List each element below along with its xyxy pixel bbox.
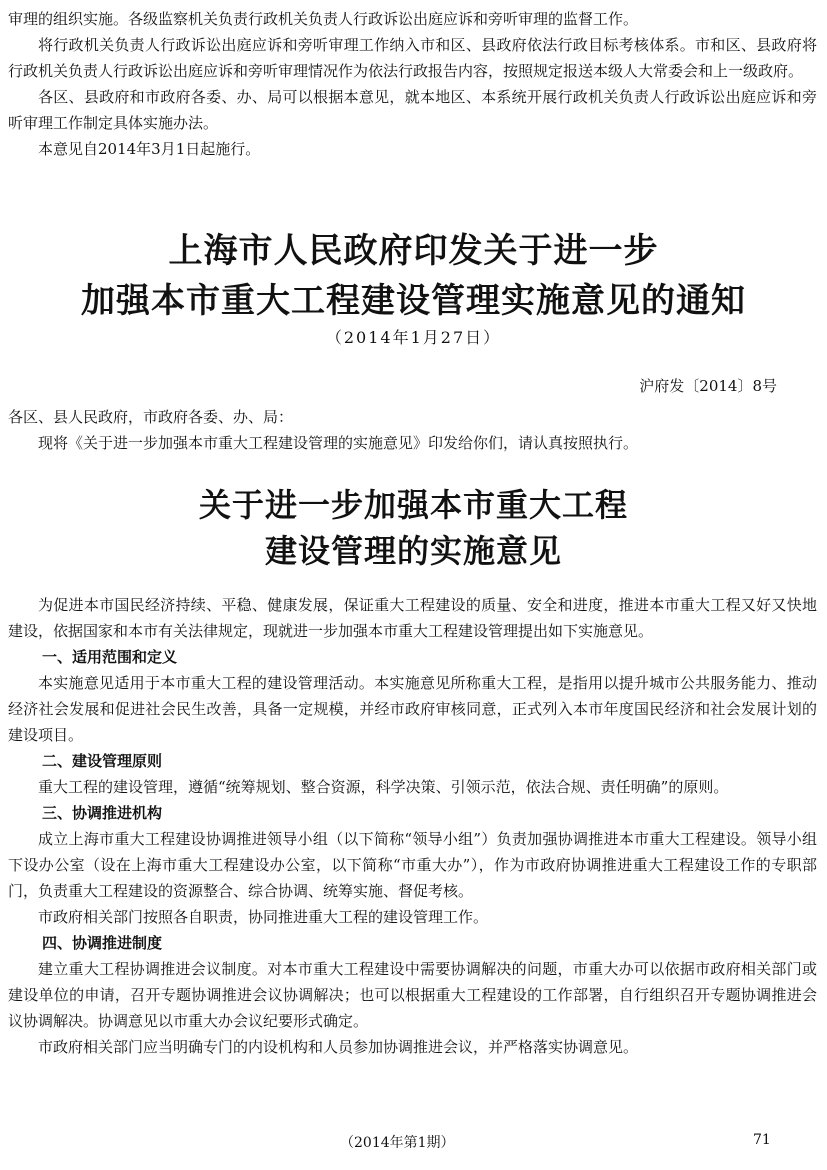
body-paragraph: 审理的组织实施。各级监察机关负责行政机关负责人行政诉讼出庭应诉和旁听审理的监督工作。 (8, 10, 639, 28)
opinion-header (0, 482, 827, 574)
intro-paragraph: 为促进本市国民经济持续、平稳、健康发展，保证重大工程建设的质量、安全和进度，推进本市重大工程又好又快地建设，依据国家和本市有关法律规定，现就进一步加强本市重大工程建设管理提出如下实施意见。 (8, 596, 817, 640)
notice-title-line-1: 上海市人民政府印发关于进一步 (168, 231, 659, 271)
notice-body (0, 404, 827, 456)
page-number: 71 (753, 1132, 771, 1148)
body-paragraph: 将行政机关负责人行政诉讼出庭应诉和旁听审理工作纳入市和区、县政府依法行政目标考核体系。市和区、县政府将行政机关负责人行政诉讼出庭应诉和旁听审理情况作为依法行政报告内容，按照规定报送本级人大常委会和上一级政府。 (8, 36, 817, 80)
document-number: 沪府发〔2014〕8号 (639, 377, 777, 395)
body-paragraph: 成立上海市重大工程建设协调推进领导小组（以下简称“领导小组”）负责加强协调推进本市重大工程建设。领导小组下设办公室（设在上海市重大工程建设办公室，以下简称“市重大办”），作为市政府协调推进重大工程建设工作的专职部门，负责重大工程建设的资源整合、综合协调、统筹实施、督促考核。 (8, 830, 817, 900)
section-heading: 三、协调推进机构 (42, 804, 163, 822)
opinion-title-line-2: 建设管理的实施意见 (264, 532, 562, 570)
section-heading: 四、协调推进制度 (42, 934, 163, 952)
opinion-body (0, 592, 827, 1060)
previous-document-tail (0, 6, 827, 162)
body-paragraph: 现将《关于进一步加强本市重大工程建设管理的实施意见》印发给你们，请认真按照执行。 (38, 434, 639, 452)
body-paragraph: 市政府相关部门应当明确专门的内设机构和人员参加协调推进会议，并严格落实协调意见。 (38, 1038, 639, 1056)
body-paragraph: 重大工程的建设管理，遵循“统筹规划、整合资源，科学决策、引领示范，依法合规、责任明确”的原则。 (38, 778, 729, 796)
page-footer (0, 1132, 827, 1154)
issue-label: （2014年第1期） (340, 1135, 455, 1151)
body-paragraph: 市政府相关部门按照各自职责，协同推进重大工程的建设管理工作。 (38, 908, 489, 926)
notice-title-line-2: 加强本市重大工程建设管理实施意见的通知 (81, 281, 746, 321)
body-paragraph: 本实施意见适用于本市重大工程的建设管理活动。本实施意见所称重大工程，是指用以提升城市公共服务能力、推动经济社会发展和促进社会民生改善，具备一定规模，并经市政府审核同意，正式列入本市年度国民经济和社会发展计划的建设项目。 (8, 674, 817, 744)
opinion-title-line-1: 关于进一步加强本市重大工程 (198, 486, 628, 524)
notice-date: （2014年1月27日） (325, 328, 502, 347)
body-paragraph: 建立重大工程协调推进会议制度。对本市重大工程建设中需要协调解决的问题，市重大办可以依据市政府相关部门或建设单位的申请，召开专题协调推进会议协调解决；也可以根据重大工程建设的工作部署，自行组织召开专题协调推进会议协调解决。协调意见以市重大办会议纪要形式确定。 (8, 960, 817, 1030)
body-paragraph: 本意见自2014年3月1日起施行。 (38, 140, 261, 158)
addressee: 各区、县人民政府，市政府各委、办、局： (8, 408, 294, 426)
section-heading: 二、建设管理原则 (42, 752, 163, 770)
body-paragraph: 各区、县政府和市政府各委、办、局可以根据本意见，就本地区、本系统开展行政机关负责人行政诉讼出庭应诉和旁听审理工作制定具体实施办法。 (8, 88, 817, 132)
notice-header (0, 226, 827, 350)
section-heading: 一、适用范围和定义 (42, 648, 178, 666)
